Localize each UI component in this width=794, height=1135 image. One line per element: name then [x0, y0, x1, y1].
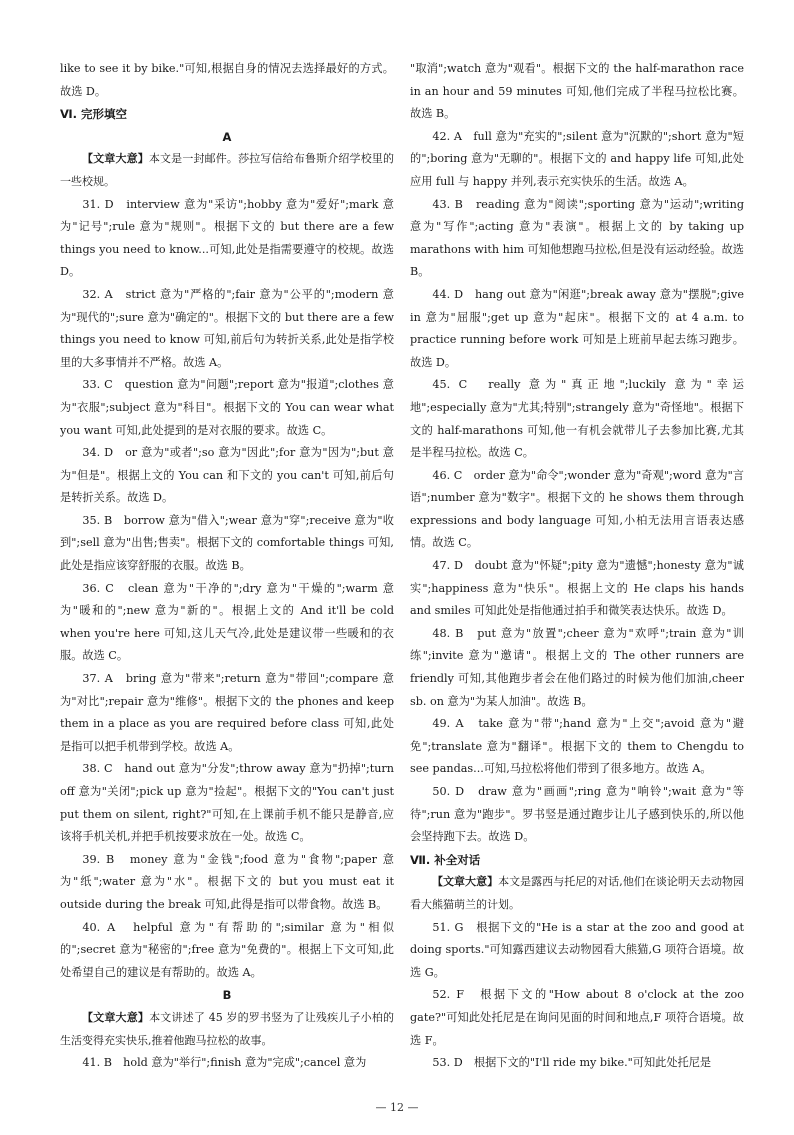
- part-b-heading: B: [222, 988, 232, 1003]
- answer-item-50: 50. D draw 意为"画画";ring 意为"响铃";wait 意为"等待";run 意为"跑步"。罗书竖是通过跑步让儿子感到快乐的,所以他会坚持跑下去。故选 D。: [410, 785, 744, 844]
- answer-item-44: 44. D hang out 意为"闲逛";break away 意为"摆脱";give in 意为"屈服";get up 意为"起床"。根据下文的 at 4 a.m. to practice running before work 可知是上班前早起去练习跑步。故选 D。: [410, 287, 744, 369]
- summary-b: [60, 1007, 394, 1052]
- answer-item-48: 48. B put 意为"放置";cheer 意为"欢呼";train 意为"训练";invite 意为"邀请"。根据上文的 The other runners are friendly 可知,其他跑步者会在他们路过的时候为他们加油,cheer sb. on 意为"为某人加油"。故选 B。: [410, 626, 744, 708]
- answer-item-43: 43. B reading 意为"阅读";sporting 意为"运动";writing 意为"写作";acting 意为"表演"。根据上文的 by taking up marathons with him 可知他想跑马拉松,但是没有运动经验。故选 B。: [410, 197, 744, 279]
- answer-item-40: 40. A helpful 意为"有帮助的";similar 意为"相似的";secret 意为"秘密的";free 意为"免费的"。根据上下文可知,此处希望自己的建议是有帮助的。故选 A。: [60, 920, 394, 979]
- answer-item-53: 53. D 根据下文的"I'll ride my bike."可知此处托尼是: [432, 1056, 712, 1070]
- answer-item-38: 38. C hand out 意为"分发";throw away 意为"扔掉";turn off 意为"关闭";pick up 意为"捡起"。根据下文的"You can't just put them on silent, right?"可知,在上课前手机不能只是静音,应该将手机关机,并把手机按要求放在一处。故选 C。: [60, 762, 394, 844]
- summary-c-tag: 【文章大意】: [432, 875, 499, 889]
- summary-a-text: 本文是一封邮件。莎拉写信给布鲁斯介绍学校里的一些校规。: [60, 152, 395, 188]
- summary-a: [60, 148, 394, 193]
- answer-item-35: 35. B borrow 意为"借入";wear 意为"穿";receive 意为"收到";sell 意为"出售;售卖"。根据下文的 comfortable things 可知,此处是指应该穿舒服的衣服。故选 B。: [60, 513, 394, 573]
- answer-item-37: 37. A bring 意为"带来";return 意为"带回";compare 意为"对比";repair 意为"维修"。根据下文的 the phones and keep them in a place as you are required before class 可知,此处是指可以把手机带到学校。故选 A。: [60, 672, 394, 753]
- answer-item-51: 51. G 根据下文的"He is a star at the zoo and good at doing sports."可知露西建议去动物园看大熊猫,G 项符合语境。故选 G。: [410, 920, 744, 979]
- answer-item-41-continued: "取消";watch 意为"观看"。根据下文的 the half-marathon race in an hour and 59 minutes 可知,他们完成了半程马拉松比赛。故选 B。: [410, 62, 744, 121]
- summary-c: [410, 871, 744, 916]
- answer-item-49: 49. A take 意为"带";hand 意为"上交";avoid 意为"避免";translate 意为"翻译"。根据下文的 them to Chengdu to see pandas...可知,马拉松将他们带到了很多地方。故选 A。: [410, 717, 744, 776]
- answer-item-47: 47. D doubt 意为"怀疑";pity 意为"遗憾";honesty 意为"诚实";happiness 意为"快乐"。根据上文的 He claps his hands and smiles 可知此处是指他通过拍手和微笑表达快乐。故选 D。: [410, 559, 744, 618]
- answer-item-36: 36. C clean 意为"干净的";dry 意为"干燥的";warm 意为"暖和的";new 意为"新的"。根据上文的 And it'll be cold when you're here 可知,这儿天气冷,此处是建议带一些暖和的衣服。故选 C。: [60, 581, 394, 663]
- answer-item-33: 33. C question 意为"问题";report 意为"报道";clothes 意为"衣服";subject 意为"科目"。根据下文的 You can wear what you want 可知,此处提到的是对衣服的要求。故选 C。: [60, 378, 394, 437]
- section-7-heading: Ⅶ. 补全对话: [410, 852, 481, 867]
- part-a-heading: A: [222, 129, 232, 144]
- answer-item-34: 34. D or 意为"或者";so 意为"因此";for 意为"因为";but 意为"但是"。根据上文的 You can 和下文的 you can't 可知,前后句是转折关系。故选 D。: [60, 446, 394, 505]
- answer-item-32: 32. A strict 意为"严格的";fair 意为"公平的";modern 意为"现代的";sure 意为"确定的"。根据下文的 but there are a few things you need to know 可知,前后句为转折关系,此处是指学校里的大多事情并不严格。故选 A。: [60, 287, 394, 369]
- summary-a-tag: 【文章大意】: [82, 152, 149, 166]
- section-6-heading: Ⅵ. 完形填空: [60, 107, 128, 122]
- summary-b-text: 本文讲述了 45 岁的罗书竖为了让残疾儿子小柏的生活变得充实快乐,推着他跑马拉松的故事。: [60, 1010, 395, 1047]
- answer-item-41: 41. B hold 意为"举行";finish 意为"完成";cancel 意为: [82, 1056, 367, 1070]
- right-column: [410, 58, 744, 1075]
- page-number: — 12 —: [375, 1101, 419, 1114]
- answer-item-31: 31. D interview 意为"采访";hobby 意为"爱好";mark 意为"记号";rule 意为"规则"。根据下文的 but there are a few things you need to know...可知,此处是指需要遵守的校规。故选 D。: [60, 197, 394, 279]
- answer-item-46: 46. C order 意为"命令";wonder 意为"奇观";word 意为"言语";number 意为"数字"。根据下文的 he shows them through expressions and body language 可知,小柏无法用言语表达感情。故选 C。: [410, 468, 744, 550]
- summary-b-tag: 【文章大意】: [82, 1010, 150, 1024]
- answer-item-52: 52. F 根据下文的"How about 8 o'clock at the zoo gate?"可知此处托尼是在询问见面的时间和地点,F 项符合语境。故选 F。: [410, 988, 744, 1047]
- left-column: [60, 58, 394, 1075]
- intro-text: like to see it by bike."可知,根据自身的情况去选择最好的方式。故选 D。: [60, 62, 394, 98]
- answer-item-45: 45. C really 意为"真正地";luckily 意为"幸运地";especially 意为"尤其;特别";strangely 意为"奇怪地"。根据下文的 half-marathons 可知,他一有机会就带儿子去参加比赛,尤其是半程马拉松。故选 C。: [410, 378, 744, 460]
- answer-item-39: 39. B money 意为"金钱";food 意为"食物";paper 意为"纸";water 意为"水"。根据下文的 but you must eat it outside during the break 可知,此得是指可以带食物。故选 B。: [60, 852, 394, 911]
- summary-c-text: 本文是露西与托尼的对话,他们在谈论明天去动物园看大熊猫萌兰的计划。: [410, 875, 744, 911]
- answer-item-42: 42. A full 意为"充实的";silent 意为"沉默的";short 意为"短的";boring 意为"无聊的"。根据下文的 and happy life 可知,此处应用 full 与 happy 并列,表示充实快乐的生活。故选 A。: [410, 129, 744, 188]
